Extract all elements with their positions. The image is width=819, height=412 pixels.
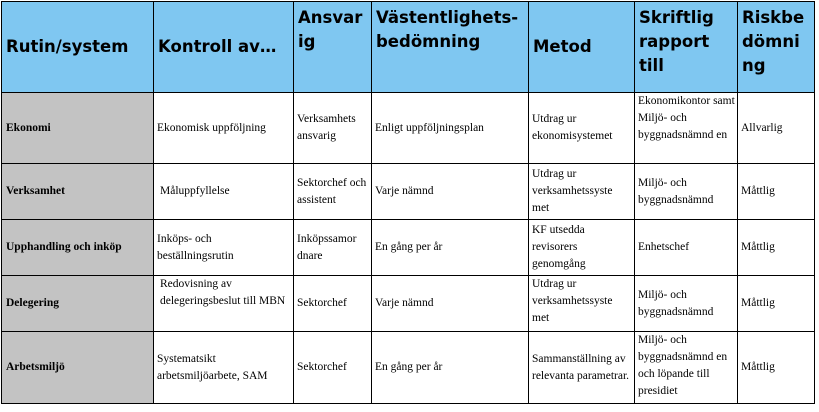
table-row [2,220,815,276]
row-risk: Måttlig [738,276,815,332]
table-row [2,93,815,164]
header-skriftlig-rapport-till: Skriftlig rapport till [635,2,738,93]
row-responsible: Sektorchef och assistent [294,164,372,220]
header-kontroll-av: Kontroll av… [154,2,294,93]
row-area: Ekonomi [2,93,154,164]
row-materiality: En gång per år [372,220,529,276]
internal-control-table [1,1,815,404]
row-area: Arbetsmiljö [2,332,154,404]
row-report-to: Ekonomikontor samt Miljö- och byggnadsnämnd en [635,93,738,164]
row-risk: Måttlig [738,220,815,276]
control-table-sheet [1,1,815,404]
header-row [2,2,815,93]
row-control: Ekonomisk uppföljning [154,93,294,164]
row-risk: Måttlig [738,164,815,220]
row-report-to: Enhetschef [635,220,738,276]
row-report-to: Miljö- och byggnadsnämnd [635,164,738,220]
row-method: Sammanställning av relevanta parametrar. [529,332,635,404]
header-riskbedomning: Riskbedömning [738,2,815,93]
row-materiality: Varje nämnd [372,276,529,332]
row-method: Utdrag ur verksamhetssyste met [529,164,635,220]
row-responsible: Sektorchef [294,276,372,332]
header-ansvarig: Ansvarig [294,2,372,93]
row-report-to: Miljö- och byggnadsnämnd en och löpande till presidiet [635,332,738,404]
row-area: Delegering [2,276,154,332]
row-area: Verksamhet [2,164,154,220]
header-rutin-system: Rutin/system [2,2,154,93]
row-materiality: Varje nämnd [372,164,529,220]
row-control: Inköps- och beställningsrutin [154,220,294,276]
row-risk: Allvarlig [738,93,815,164]
header-metod: Metod [529,2,635,93]
row-control: Måluppfyllelse [154,164,294,220]
row-risk: Måttlig [738,332,815,404]
table-row [2,276,815,332]
row-responsible: Inköpssamor dnare [294,220,372,276]
header-vasentlighetsbedomning: Västentlighets-bedömning [372,2,529,93]
row-materiality: En gång per år [372,332,529,404]
row-method: KF utsedda revisorers genomgång [529,220,635,276]
row-responsible: Verksamhets ansvarig [294,93,372,164]
row-control: Redovisning av delegeringsbeslut till MBN [154,276,294,332]
table-row [2,332,815,404]
row-report-to: Miljö- och byggnadsnämnd [635,276,738,332]
row-control: Systematsikt arbetsmiljöarbete, SAM [154,332,294,404]
row-method: Utdrag ur verksamhetssyste met [529,276,635,332]
row-responsible: Sektorchef [294,332,372,404]
row-method: Utdrag ur ekonomisystemet [529,93,635,164]
row-area: Upphandling och inköp [2,220,154,276]
row-materiality: Enligt uppföljningsplan [372,93,529,164]
table-row [2,164,815,220]
